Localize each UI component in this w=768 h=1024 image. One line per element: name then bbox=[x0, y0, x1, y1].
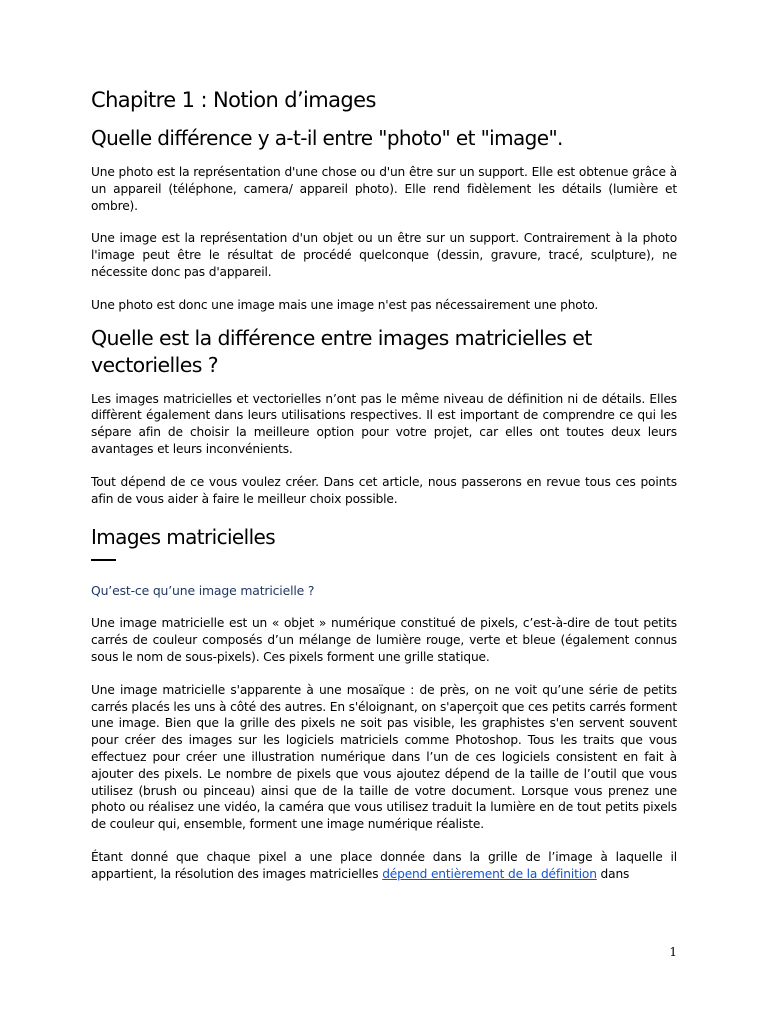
paragraph-text: Étant donné que chaque pixel a une place donnée dans la grille de l’image à laquelle il appartient, la résolution des images matricielles bbox=[91, 849, 677, 881]
section-title-raster-images: Images matricielles bbox=[91, 525, 276, 550]
document-page bbox=[91, 86, 677, 883]
paragraph: Tout dépend de ce vous voulez créer. Dans cet article, nous passerons en revue tous ces points afin de vous aider à faire le meilleur choix possible. bbox=[91, 474, 677, 506]
paragraph: Une image matricielle est un « objet » numérique constitué de pixels, c’est-à-dire de tout petits carrés de couleur composés d’un mélange de lumière rouge, verte et bleue (également connus sous le nom de sous-pixels). Ces pixels forment une grille statique. bbox=[91, 616, 677, 664]
section-title-photo-vs-image: Quelle différence y a-t-il entre "photo" et "image". bbox=[91, 126, 563, 150]
definition-link[interactable]: dépend entièrement de la définition bbox=[382, 866, 597, 881]
paragraph: Les images matricielles et vectorielles n’ont pas le même niveau de définition ni de détails. Elles diffèrent également dans leurs utilisations respectives. Il est important de comprendre ce qui les sépare afin de choisir la meilleure option pour votre projet, car elles ont toutes deux leurs avantages et leurs inconvénients. bbox=[91, 391, 677, 456]
chapter-title: Chapitre 1 : Notion d’images bbox=[91, 88, 376, 112]
paragraph-text: dans bbox=[596, 866, 630, 881]
paragraph: Une photo est donc une image mais une image n'est pas nécessairement une photo. bbox=[91, 297, 599, 312]
heading-underline-rule bbox=[91, 559, 116, 561]
paragraph bbox=[91, 849, 677, 883]
paragraph: Une image matricielle s'apparente à une mosaïque : de près, on ne voit qu’une série de petits carrés placés les uns à côté des autres. En s'éloignant, on s'aperçoit que ces petits carrés forment une image. Bien que la grille des pixels ne soit pas visible, les graphistes s'en servent souvent pour créer des images sur les logiciels matriciels comme Photoshop. Tous les traits que vous effectuez pour créer une illustration numérique dans l’un de ces logiciels consistent en fait à ajouter des pixels. Le nombre de pixels que vous ajoutez dépend de la taille de l’outil que vous utilisez (brush ou pinceau) ainsi que de la taille de votre document. Lorsque vous prenez une photo ou réalisez une vidéo, la caméra que vous utilisez traduit la lumière en de tout petits pixels de couleur qui, ensemble, forment une image numérique réaliste. bbox=[91, 682, 677, 832]
section-title-raster-vs-vector: Quelle est la différence entre images matricielles et vectorielles ? bbox=[91, 325, 592, 377]
page-number: 1 bbox=[669, 945, 677, 959]
subsection-title: Qu’est-ce qu’une image matricielle ? bbox=[91, 583, 315, 599]
paragraph: Une photo est la représentation d'une chose ou d'un être sur un support. Elle est obtenue grâce à un appareil (téléphone, camera/ appareil photo). Elle rend fidèlement les détails (lumière et ombre). bbox=[91, 165, 677, 213]
paragraph: Une image est la représentation d'un objet ou un être sur un support. Contrairement à la photo l'image peut être le résultat de procédé quelconque (dessin, gravure, tracé, sculpture), ne nécessite donc pas d'appareil. bbox=[91, 231, 677, 279]
